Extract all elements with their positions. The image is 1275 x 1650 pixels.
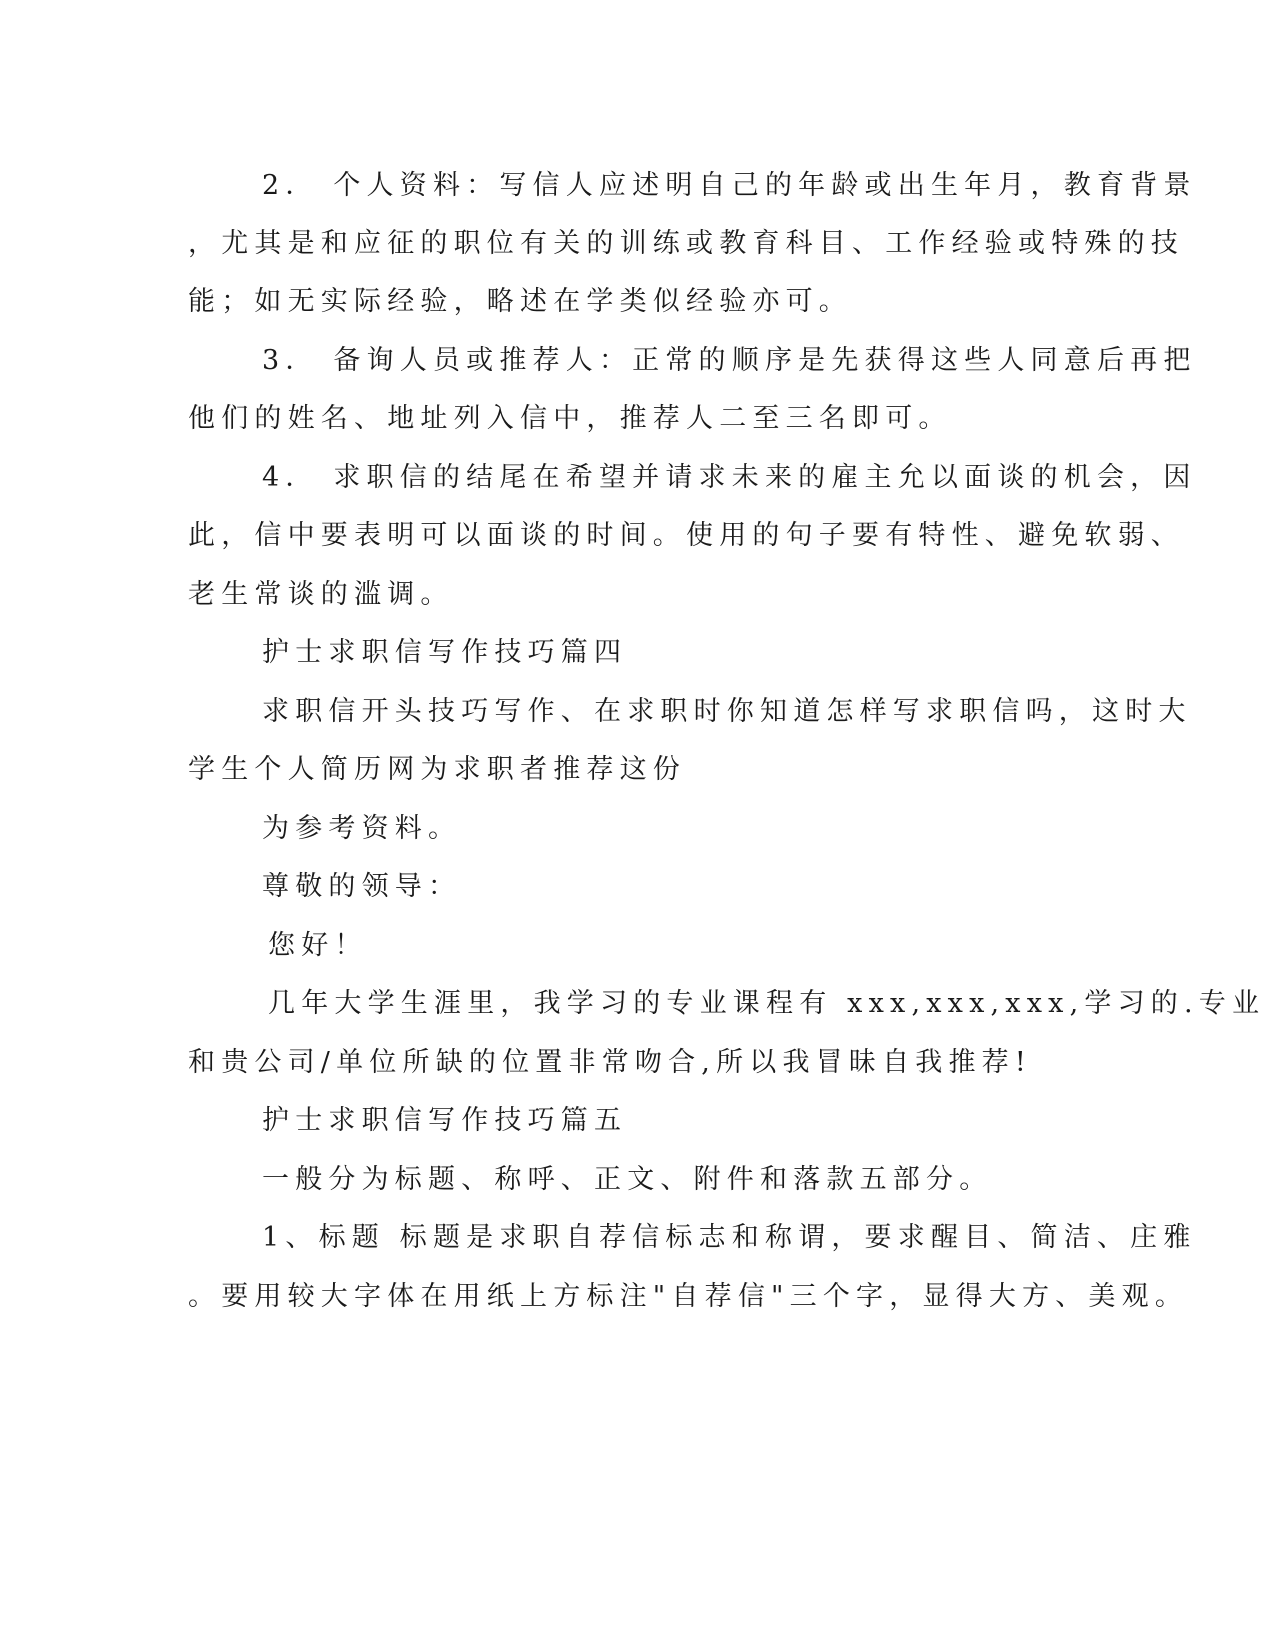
paragraph-line: 4． 求职信的结尾在希望并请求未来的雇主允以面谈的机会，因 bbox=[262, 462, 1197, 493]
letter-greeting: 您好！ bbox=[268, 930, 368, 961]
paragraph-line: 他们的姓名、地址列入信中，推荐人二至三名即可。 bbox=[188, 403, 952, 434]
section-heading: 护士求职信写作技巧篇五 bbox=[262, 1105, 628, 1136]
paragraph-line: 一般分为标题、称呼、正文、附件和落款五部分。 bbox=[262, 1164, 993, 1195]
paragraph-line: 此，信中要表明可以面谈的时间。使用的句子要有特性、避免软弱、 bbox=[188, 520, 1184, 551]
paragraph-line: ，尤其是和应征的职位有关的训练或教育科目、工作经验或特殊的技 bbox=[188, 228, 1184, 259]
letter-salutation: 尊敬的领导： bbox=[262, 871, 462, 902]
section-heading: 护士求职信写作技巧篇四 bbox=[262, 637, 628, 668]
paragraph-line: 1、标题 标题是求职自荐信标志和称谓，要求醒目、简洁、庄雅 bbox=[262, 1222, 1197, 1253]
paragraph-line: 老生常谈的滥调。 bbox=[188, 579, 454, 610]
paragraph-line: 学生个人简历网为求职者推荐这份 bbox=[188, 754, 686, 785]
paragraph-line: 和贵公司/单位所缺的位置非常吻合,所以我冒昧自我推荐! bbox=[188, 1047, 1032, 1078]
paragraph-line: 3． 备询人员或推荐人：正常的顺序是先获得这些人同意后再把 bbox=[262, 345, 1197, 376]
paragraph-line: 求职信开头技巧写作、在求职时你知道怎样写求职信吗，这时大 bbox=[262, 696, 1192, 727]
paragraph-line: 2． 个人资料：写信人应述明自己的年龄或出生年月，教育背景 bbox=[262, 170, 1197, 201]
paragraph-line: 。要用较大字体在用纸上方标注"自荐信"三个字，显得大方、美观。 bbox=[188, 1281, 1189, 1312]
paragraph-line: 能；如无实际经验，略述在学类似经验亦可。 bbox=[188, 286, 852, 317]
paragraph-line: 为参考资料。 bbox=[262, 813, 462, 844]
paragraph-line: 几年大学生涯里，我学习的专业课程有 xxx,xxx,xxx,学习的.专业 bbox=[268, 988, 1266, 1019]
